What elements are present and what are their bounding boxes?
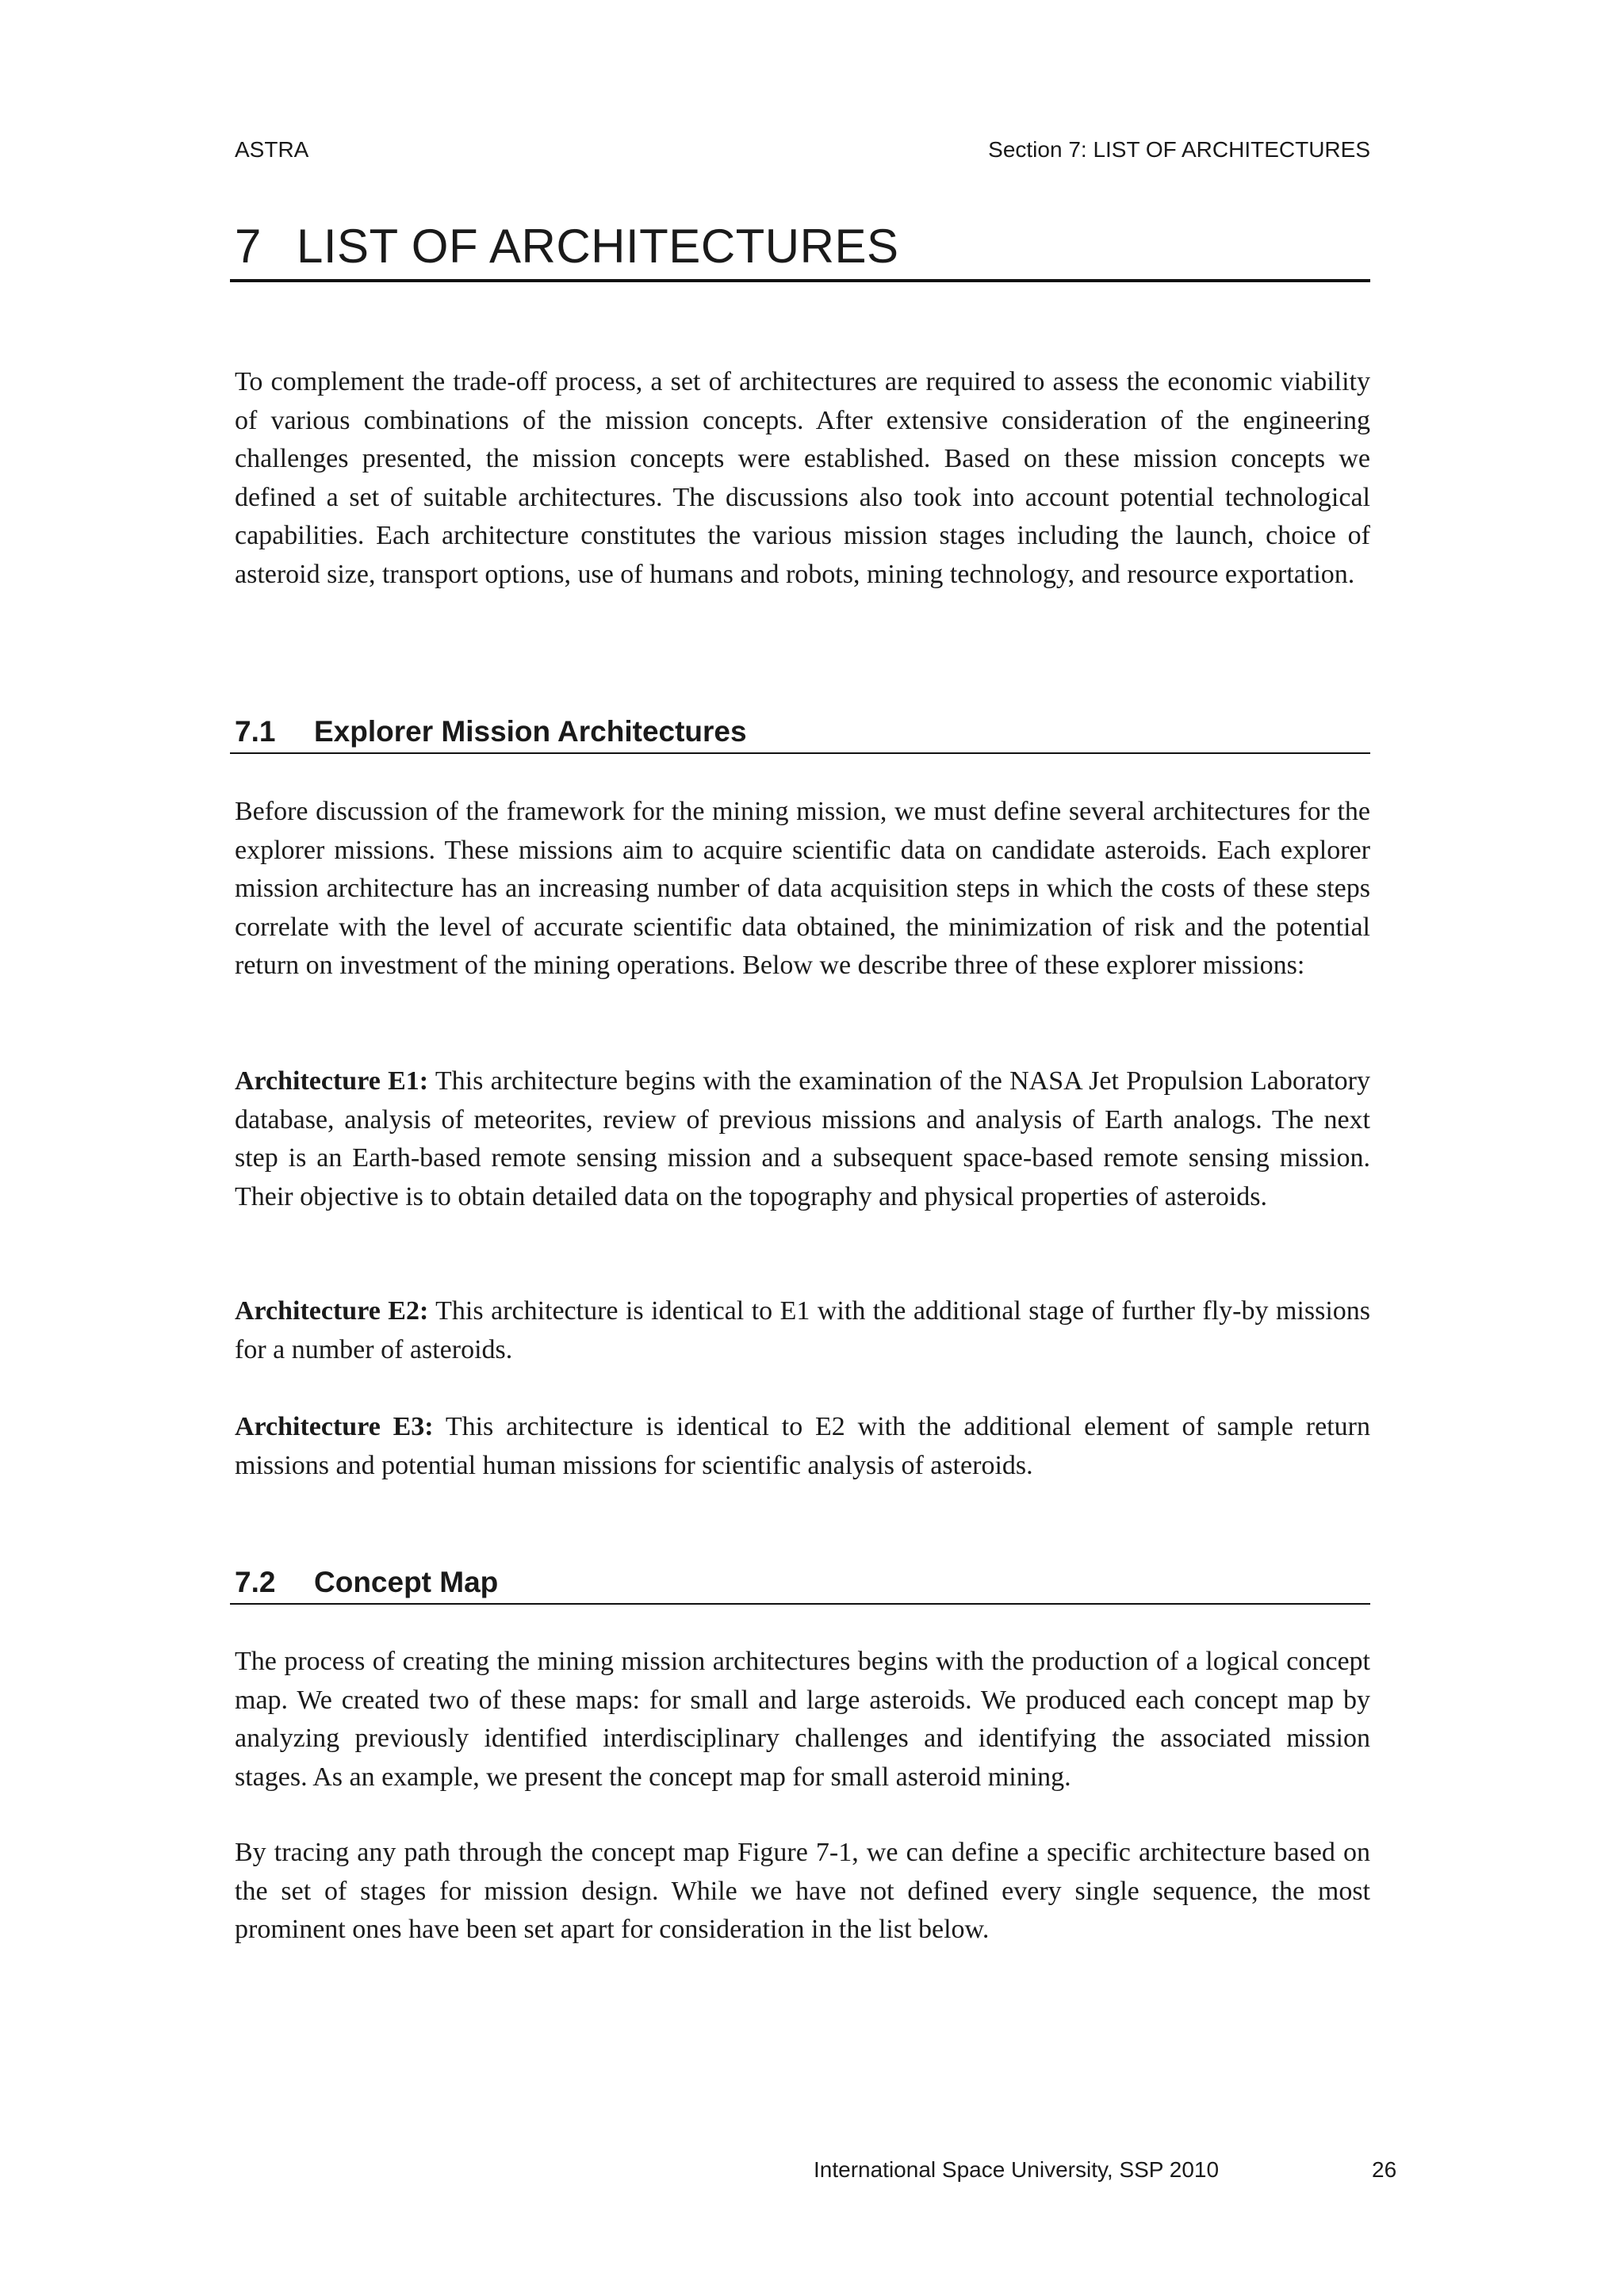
section-title bbox=[230, 711, 1370, 752]
page-number: 26 bbox=[1372, 2157, 1397, 2182]
architecture-e2-label: Architecture E2: bbox=[235, 1296, 429, 1326]
section-title bbox=[230, 1562, 1370, 1603]
section-number: 7.2 bbox=[235, 1566, 276, 1598]
intro-paragraph: To complement the trade-off process, a set of architectures are required to assess the economic viability of various combinations of the mission concepts. After extensive consideration of the engineering challenges presented, the mission concepts were established. Based on these mission concepts we defined a set of suitable architectures. The discussions also took into account potential technological capabilities. Each architecture constitutes the various mission stages including the launch, choice of asteroid size, transport options, use of humans and robots, mining technology, and resource exportation. bbox=[235, 367, 1370, 589]
section-title-text: Explorer Mission Architectures bbox=[314, 715, 747, 748]
concept-map-paragraph-2: By tracing any path through the concept map Figure 7-1, we can define a specific architecture based on the set of stages for mission design. While we have not defined every single sequence, the most prominent ones have been set apart for consideration in the list below. bbox=[235, 1838, 1370, 1944]
chapter-number: 7 bbox=[235, 220, 262, 273]
section-7-1-heading bbox=[230, 711, 1370, 754]
footer-organization: International Space University, SSP 2010 bbox=[814, 2157, 1220, 2182]
architecture-e2-paragraph bbox=[235, 1292, 1370, 1369]
architecture-e3-paragraph bbox=[235, 1408, 1370, 1485]
header-section-name: Section 7: LIST OF ARCHITECTURES bbox=[988, 137, 1370, 162]
architecture-e1-paragraph bbox=[235, 1062, 1370, 1216]
chapter-title-text: LIST OF ARCHITECTURES bbox=[297, 220, 899, 273]
header-document-name: ASTRA bbox=[235, 137, 309, 162]
architecture-e3-text: This architecture is identical to E2 with the additional element of sample return missions and potential human missions for scientific analysis of asteroids. bbox=[235, 1412, 1370, 1480]
section-title-text: Concept Map bbox=[314, 1566, 499, 1598]
running-header bbox=[235, 136, 1370, 163]
section-number: 7.1 bbox=[235, 715, 276, 748]
chapter-heading bbox=[230, 216, 1370, 282]
section-7-2-heading bbox=[230, 1562, 1370, 1605]
explorer-missions-paragraph: Before discussion of the framework for the mining mission, we must define several architectures for the explorer missions. These missions aim to acquire scientific data on candidate asteroids. Each explorer mission architecture has an increasing number of data acquisition steps in which the costs of these steps correlate with the level of accurate scientific data obtained, the minimization of risk and the potential return on investment of the mining operations. Below we describe three of these explorer missions: bbox=[235, 797, 1370, 980]
chapter-title bbox=[230, 216, 1370, 277]
architecture-e2-text: This architecture is identical to E1 with the additional stage of further fly-by missions for a number of asteroids. bbox=[235, 1296, 1371, 1364]
concept-map-paragraph-1: The process of creating the mining mission architectures begins with the production of a logical concept map. We created two of these maps: for small and large asteroids. We produced each concept map by analyzing previously identified interdisciplinary challenges and identifying the associated mission stages. As an example, we present the concept map for small asteroid mining. bbox=[235, 1647, 1370, 1792]
architecture-e1-label: Architecture E1: bbox=[235, 1066, 429, 1096]
architecture-e1-text: This architecture begins with the examination of the NASA Jet Propulsion Laboratory database, analysis of meteorites, review of previous missions and analysis of Earth analogs. The next step is an Earth-based remote sensing mission and a subsequent space-based remote sensing mission. Their objective is to obtain detailed data on the topography and physical properties of asteroids. bbox=[235, 1066, 1370, 1211]
architecture-e3-label: Architecture E3: bbox=[235, 1412, 434, 1441]
